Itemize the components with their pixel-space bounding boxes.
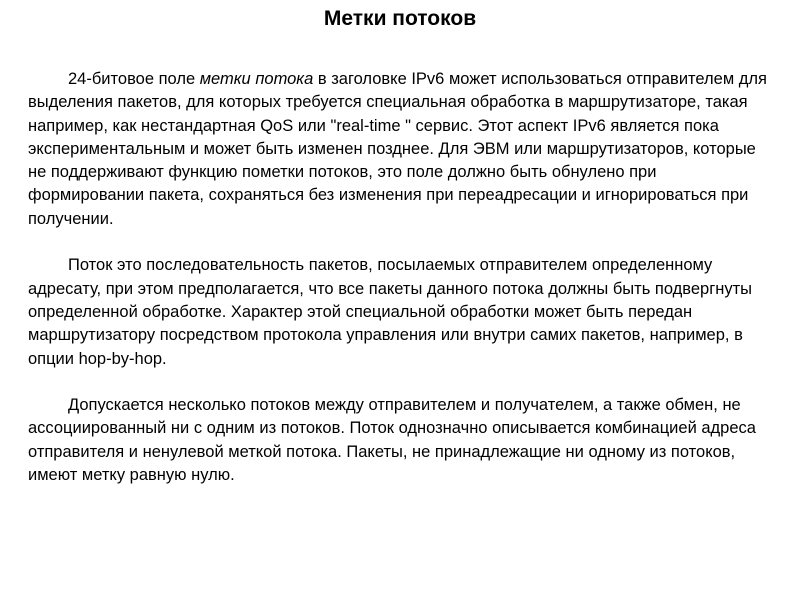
slide-title: Метки потоков	[323, 7, 477, 30]
paragraph-text-end: в заголовке IPv6 может использоваться отправителем для выделения пакетов, для которых требуется специальная обработка в маршрутизаторе, такая например, как нестандартная QoS или "real-time " сервис. Этот аспект IPv6 является пока экспериментальным и может быть изменен позднее. Для ЭВМ или маршрутизаторов, которые не поддерживают функцию пометки потоков, это поле должно быть обнулено при формировании пакета, сохраняться без изменения при переадресации и игнорироваться при получении.	[28, 70, 767, 228]
paragraph-flow-definition: Поток это последовательность пакетов, посылаемых отправителем определенному адресату, при этом предполагается, что все пакеты данного потока должны быть подвергнуты определенной обработке. Характер этой специальной обработки может быть передан маршрутизатору посредством протокола управления или внутри самих пакетов, например, в опции hop-by-hop.	[28, 256, 753, 368]
paragraph-spacer	[28, 371, 776, 394]
paragraph-flow-label-field	[28, 68, 776, 231]
slide-body	[28, 68, 776, 487]
emphasized-term: метки потока	[199, 70, 314, 88]
paragraph-spacer	[28, 231, 776, 254]
paragraph-multiple-flows: Допускается несколько потоков между отправителем и получателем, а также обмен, не ассоциированный ни с одним из потоков. Поток однозначно описывается комбинацией адреса отправителя и ненулевой меткой потока. Пакеты, не принадлежащие ни одному из потоков, имеют метку равную нулю.	[28, 396, 756, 485]
paragraph-text-start: 24-битовое поле	[68, 70, 200, 88]
